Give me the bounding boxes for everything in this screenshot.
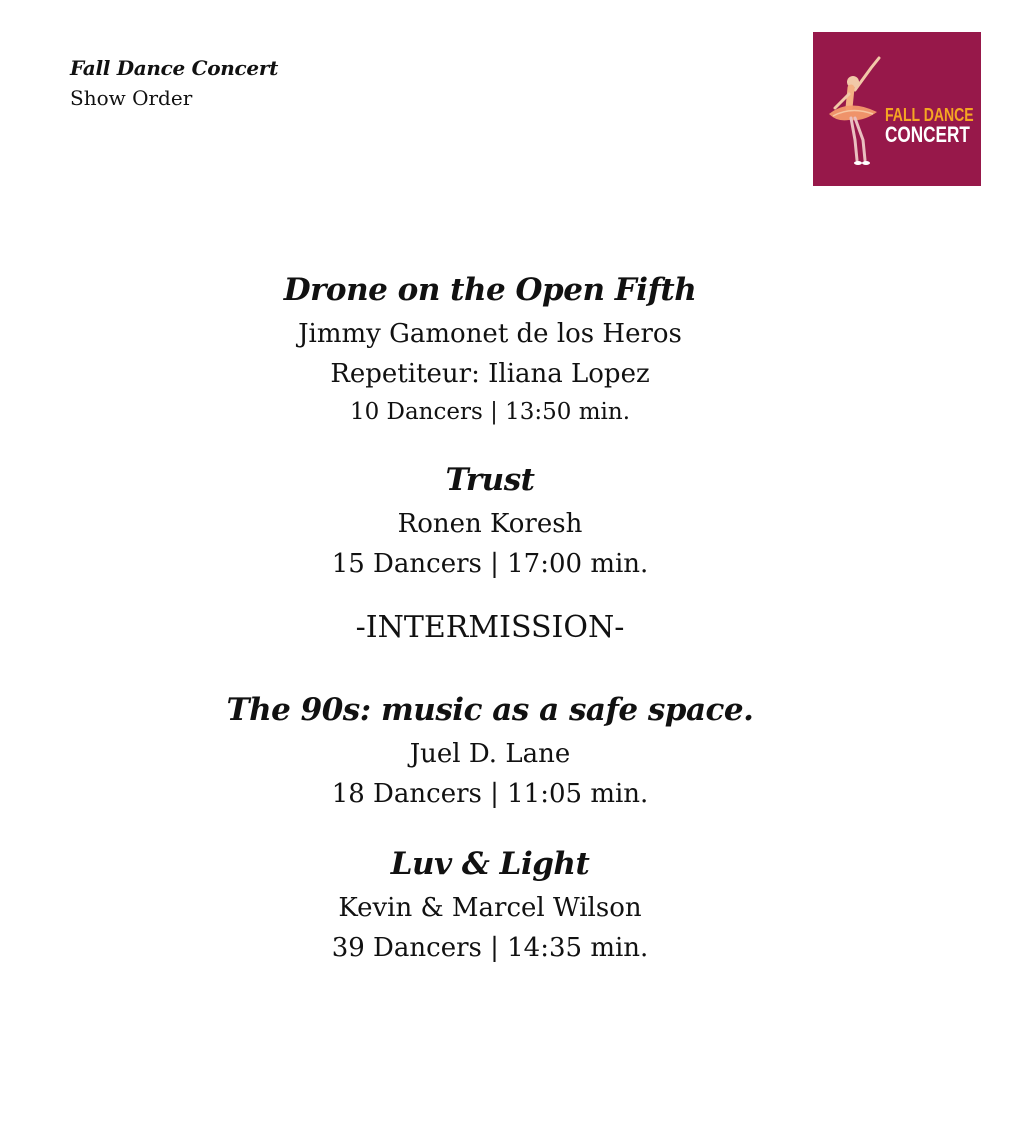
- choreographer: Kevin & Marcel Wilson: [338, 893, 642, 923]
- program-piece: [0, 266, 980, 430]
- page-header: [70, 55, 278, 113]
- piece-title: Trust: [445, 462, 535, 498]
- choreographer: Jimmy Gamonet de los Heros: [298, 319, 682, 349]
- choreographer: Juel D. Lane: [409, 739, 571, 769]
- piece-title: Luv & Light: [390, 846, 590, 882]
- choreographer: Ronen Koresh: [397, 509, 583, 539]
- logo-wordmark: [885, 105, 974, 147]
- program-piece: [0, 456, 980, 584]
- page-subtitle: Show Order: [70, 86, 193, 110]
- program-piece: [0, 686, 980, 814]
- logo-line-fall-dance: FALL DANCE: [885, 105, 974, 125]
- piece-details: 15 Dancers | 17:00 min.: [331, 549, 649, 579]
- piece-title: Drone on the Open Fifth: [283, 272, 697, 308]
- logo-line-concert: CONCERT: [885, 122, 970, 147]
- piece-details: 10 Dancers | 13:50 min.: [349, 399, 631, 425]
- show-order-list: [0, 266, 980, 968]
- piece-details: 18 Dancers | 11:05 min.: [331, 779, 649, 809]
- event-logo: [813, 32, 981, 186]
- intermission-label: -INTERMISSION-: [355, 610, 625, 645]
- program-piece: [0, 840, 980, 968]
- piece-title: The 90s: music as a safe space.: [226, 692, 754, 728]
- repetiteur: Repetiteur: Iliana Lopez: [330, 359, 650, 389]
- event-title: Fall Dance Concert: [70, 56, 279, 80]
- piece-details: 39 Dancers | 14:35 min.: [331, 933, 649, 963]
